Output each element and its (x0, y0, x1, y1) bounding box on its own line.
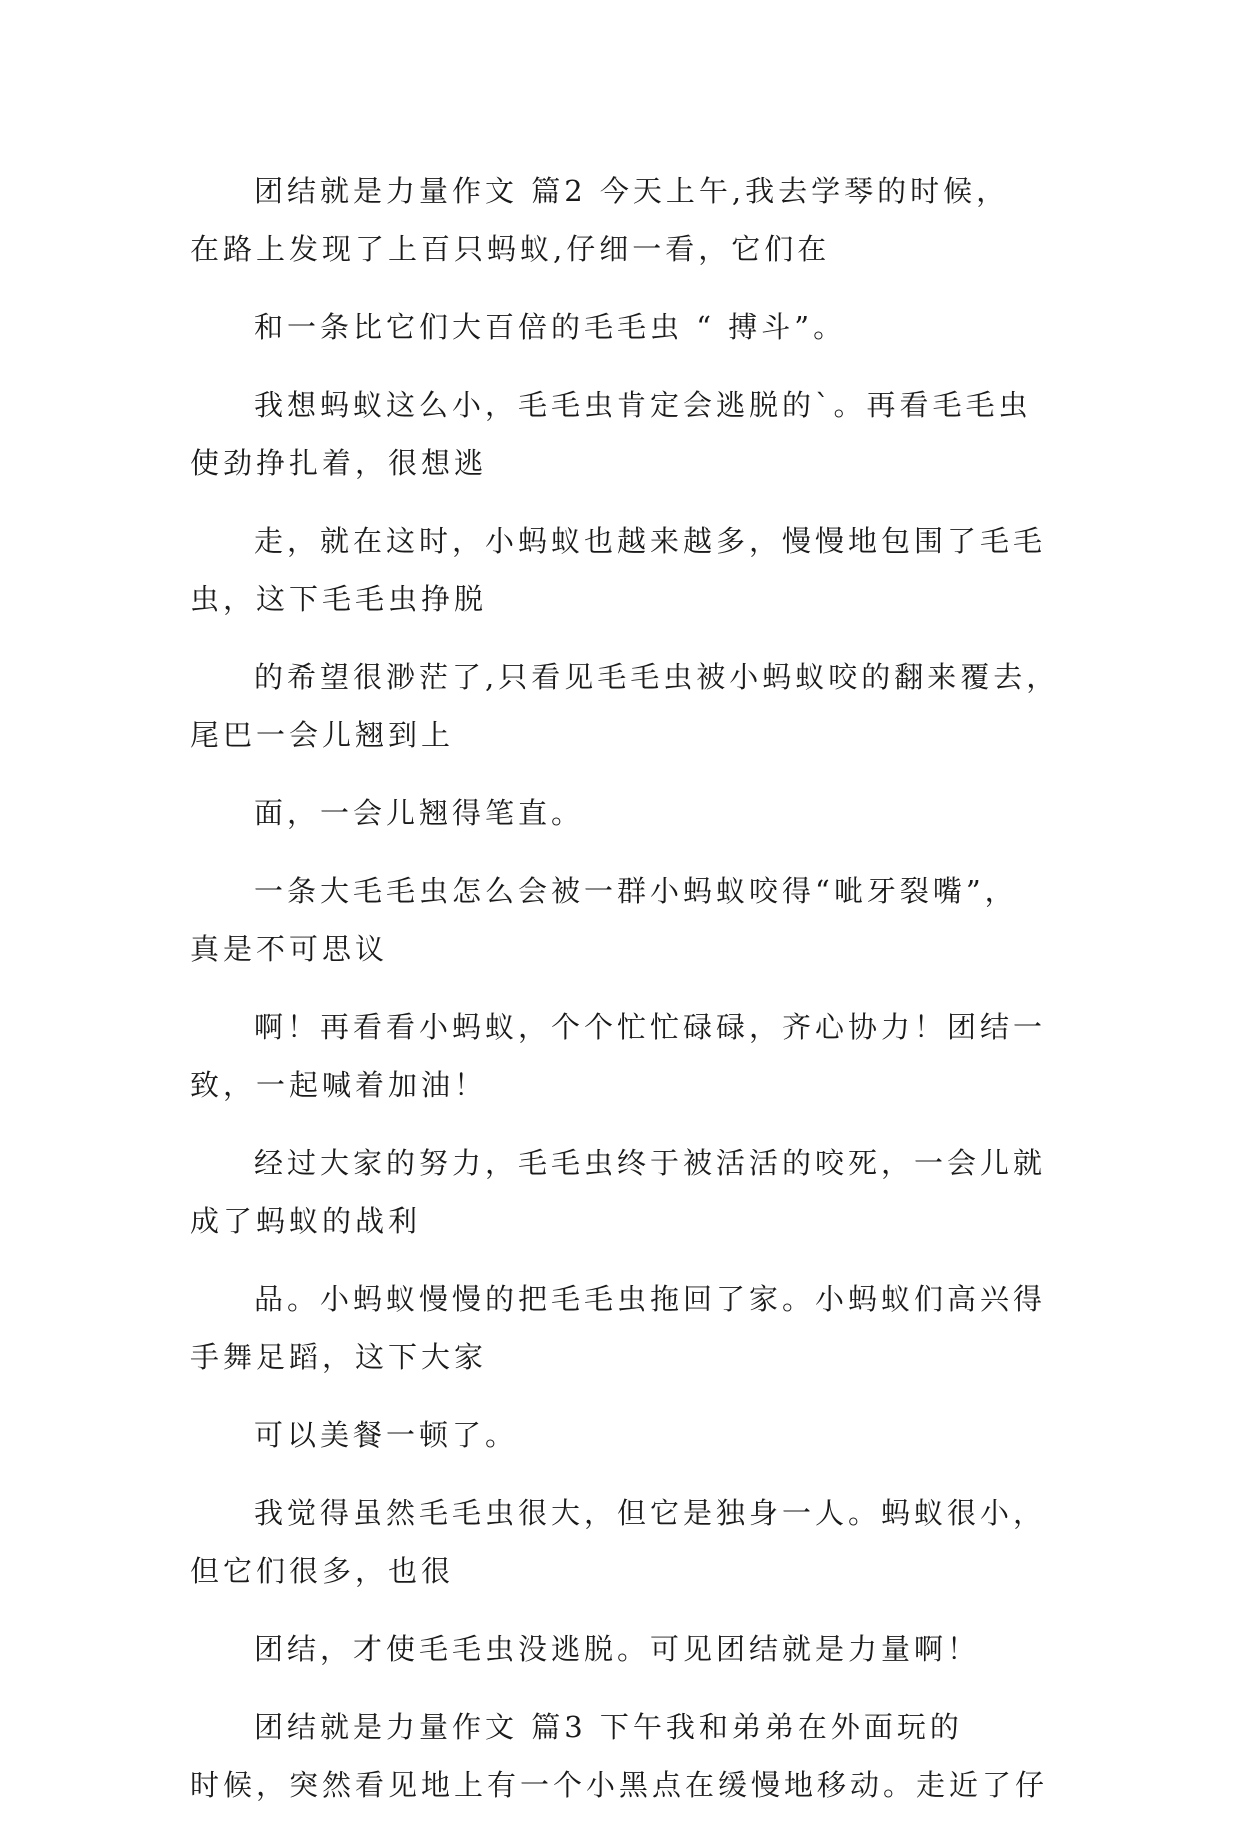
paragraph (190, 1484, 1090, 1600)
text-line: 经过大家的努力，毛毛虫终于被活活的咬死，一会儿就 (254, 1146, 1047, 1180)
article-body (190, 162, 1090, 1834)
text-line: 虫，这下毛毛虫挣脱 (190, 582, 488, 616)
paragraph (190, 162, 1090, 278)
text-line: 我觉得虽然毛毛虫很大，但它是独身一人。蚂蚁很小， (254, 1496, 1047, 1530)
text-line: 使劲挣扎着，很想逃 (190, 446, 488, 480)
paragraph (190, 998, 1090, 1114)
text-line: 可以美餐一顿了。 (254, 1418, 519, 1452)
text-line: 致，一起喊着加油！ (190, 1068, 488, 1102)
text-line: 团结就是力量作文 篇2 今天上午,我去学琴的时候， (254, 174, 1010, 208)
paragraph (190, 376, 1090, 492)
paragraph (190, 298, 1090, 356)
text-line: 在路上发现了上百只蚂蚁,仔细一看，它们在 (190, 232, 831, 266)
text-line: 我想蚂蚁这么小，毛毛虫肯定会逃脱的`。再看毛毛虫 (254, 388, 1032, 422)
paragraph (190, 1134, 1090, 1250)
text-line: 一条大毛毛虫怎么会被一群小蚂蚁咬得“呲牙裂嘴”， (254, 874, 1018, 908)
text-line: 成了蚂蚁的战利 (190, 1204, 422, 1238)
paragraph (190, 1406, 1090, 1464)
paragraph (190, 862, 1090, 978)
text-line: 的希望很渺茫了,只看见毛毛虫被小蚂蚁咬的翻来覆去， (254, 660, 1060, 694)
paragraph (190, 784, 1090, 842)
text-line: 真是不可思议 (190, 932, 389, 966)
text-line: 时候，突然看见地上有一个小黑点在缓慢地移动。走近了仔 (190, 1768, 1049, 1802)
text-line: 但它们很多，也很 (190, 1554, 455, 1588)
paragraph (190, 648, 1090, 764)
text-line: 啊！再看看小蚂蚁，个个忙忙碌碌，齐心协力！团结一 (254, 1010, 1047, 1044)
text-line: 手舞足蹈，这下大家 (190, 1340, 488, 1374)
text-line: 品。小蚂蚁慢慢的把毛毛虫拖回了家。小蚂蚁们高兴得 (254, 1282, 1047, 1316)
paragraph (190, 512, 1090, 628)
text-line: 走，就在这时，小蚂蚁也越来越多，慢慢地包围了毛毛 (254, 524, 1047, 558)
text-line: 团结，才使毛毛虫没逃脱。可见团结就是力量啊！ (254, 1632, 981, 1666)
paragraph (190, 1698, 1090, 1814)
text-line: 团结就是力量作文 篇3 下午我和弟弟在外面玩的 (254, 1710, 963, 1744)
text-line: 尾巴一会儿翘到上 (190, 718, 455, 752)
paragraph (190, 1620, 1090, 1678)
paragraph (190, 1270, 1090, 1386)
text-line: 面，一会儿翘得笔直。 (254, 796, 585, 830)
text-line: 和一条比它们大百倍的毛毛虫 “ 搏斗”。 (254, 310, 847, 344)
